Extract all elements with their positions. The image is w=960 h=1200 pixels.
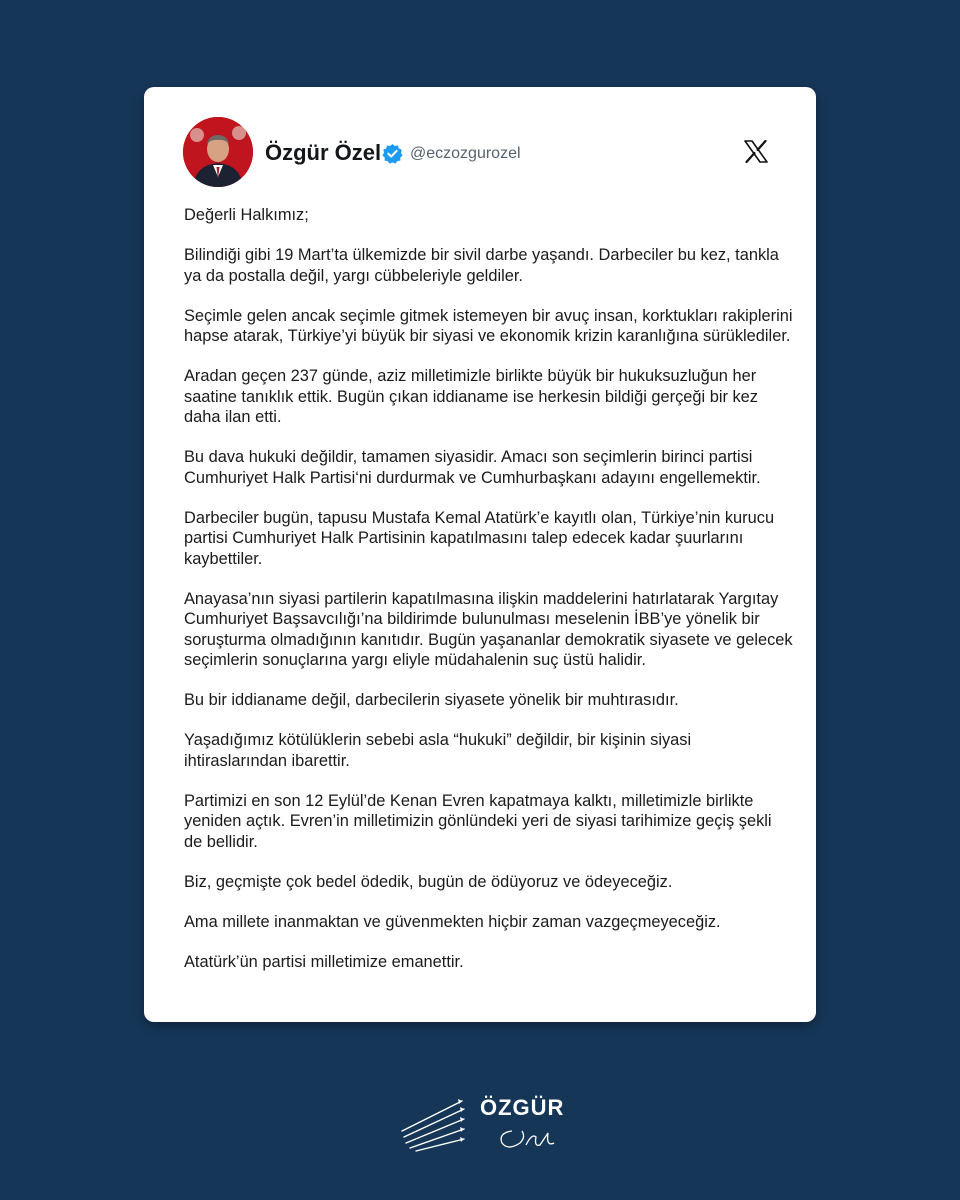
tweet-paragraph: Atatürk’ün partisi milletimize emanettir. <box>184 952 464 971</box>
tweet-paragraph: Bilindiği gibi 19 Mart’ta ülkemizde bir sivil darbe yaşandı. Darbeciler bu kez, tankla ya da postalla değil, yargı cübbeleriyle geldiler. <box>184 246 779 285</box>
x-logo-icon[interactable] <box>744 140 768 163</box>
tweet-paragraph: Darbeciler bugün, tapusu Mustafa Kemal Atatürk’e kayıtlı olan, Türkiye’nin kurucu partisi Cumhuriyet Halk Partisinin kapatılmasını talep edecek kadar şuurlarını kaybettiler. <box>184 508 775 568</box>
tweet-card <box>144 87 816 1022</box>
tweet-paragraph: Anayasa’nın siyasi partilerin kapatılmasına ilişkin maddelerini hatırlatarak Yargıtay Cumhuriyet Başsavcılığı’na bildirimde bulunulması meselenin İBB’ye yönelik bir soruşturma olmadığının kanıtıdır. Bugün yaşananlar demokratik siyasete ve gelecek seçimlerin sonuçlarına yargı eliyle müdahalenin suç üstü halidir. <box>184 589 793 669</box>
tweet-paragraph: Bu dava hukuki değildir, tamamen siyasidir. Amacı son seçimlerin birinci partisi Cumhuriyet Halk Partisi‘ni durdurmak ve Cumhurbaşkanı adayını engellemektir. <box>184 448 761 487</box>
author-handle[interactable]: @eczozgurozel <box>410 145 521 162</box>
tweet-paragraph: Değerli Halkımız; <box>184 206 309 224</box>
tweet-paragraph: Bu bir iddianame değil, darbecilerin siyasete yönelik bir muhtırasıdır. <box>184 691 679 709</box>
tweet-paragraph: Seçimle gelen ancak seçimle gitmek istemeyen bir avuç insan, korktukları rakiplerini hapse atarak, Türkiye’yi büyük bir siyasi ve ekonomik krizin karanlığına sürüklediler. <box>184 306 793 345</box>
avatar[interactable] <box>183 117 253 187</box>
author-name[interactable]: Özgür Özel <box>265 140 382 165</box>
tweet-paragraph: Partimizi en son 12 Eylül’de Kenan Evren kapatmaya kalktı, milletimizle birlikte yeniden açtık. Evren’in milletimizin gönlündeki yeri de siyasi tarihimize geçiş şekli de bellidir. <box>184 791 772 851</box>
footer-logo-word: ÖZGÜR <box>480 1095 565 1120</box>
tweet-paragraph: Yaşadığımız kötülüklerin sebebi asla “hukuki” değildir, bir kişinin siyasi ihtiraslarından ibarettir. <box>184 731 692 770</box>
tweet-paragraph: Aradan geçen 237 günde, aziz milletimizle birlikte büyük bir hukuksuzluğun her saatine tanıklık ettik. Bugün çıkan iddianame ise herkesin bildiği gerçeği bir kez daha ilan etti. <box>184 367 758 426</box>
verified-badge-icon <box>382 143 403 164</box>
tweet-paragraph: Biz, geçmişte çok bedel ödedik, bugün de ödüyoruz ve ödeyeceğiz. <box>184 872 673 891</box>
tweet-body <box>184 205 794 992</box>
tweet-paragraph: Ama millete inanmaktan ve güvenmekten hiçbir zaman vazgeçmeyeceğiz. <box>184 912 721 931</box>
